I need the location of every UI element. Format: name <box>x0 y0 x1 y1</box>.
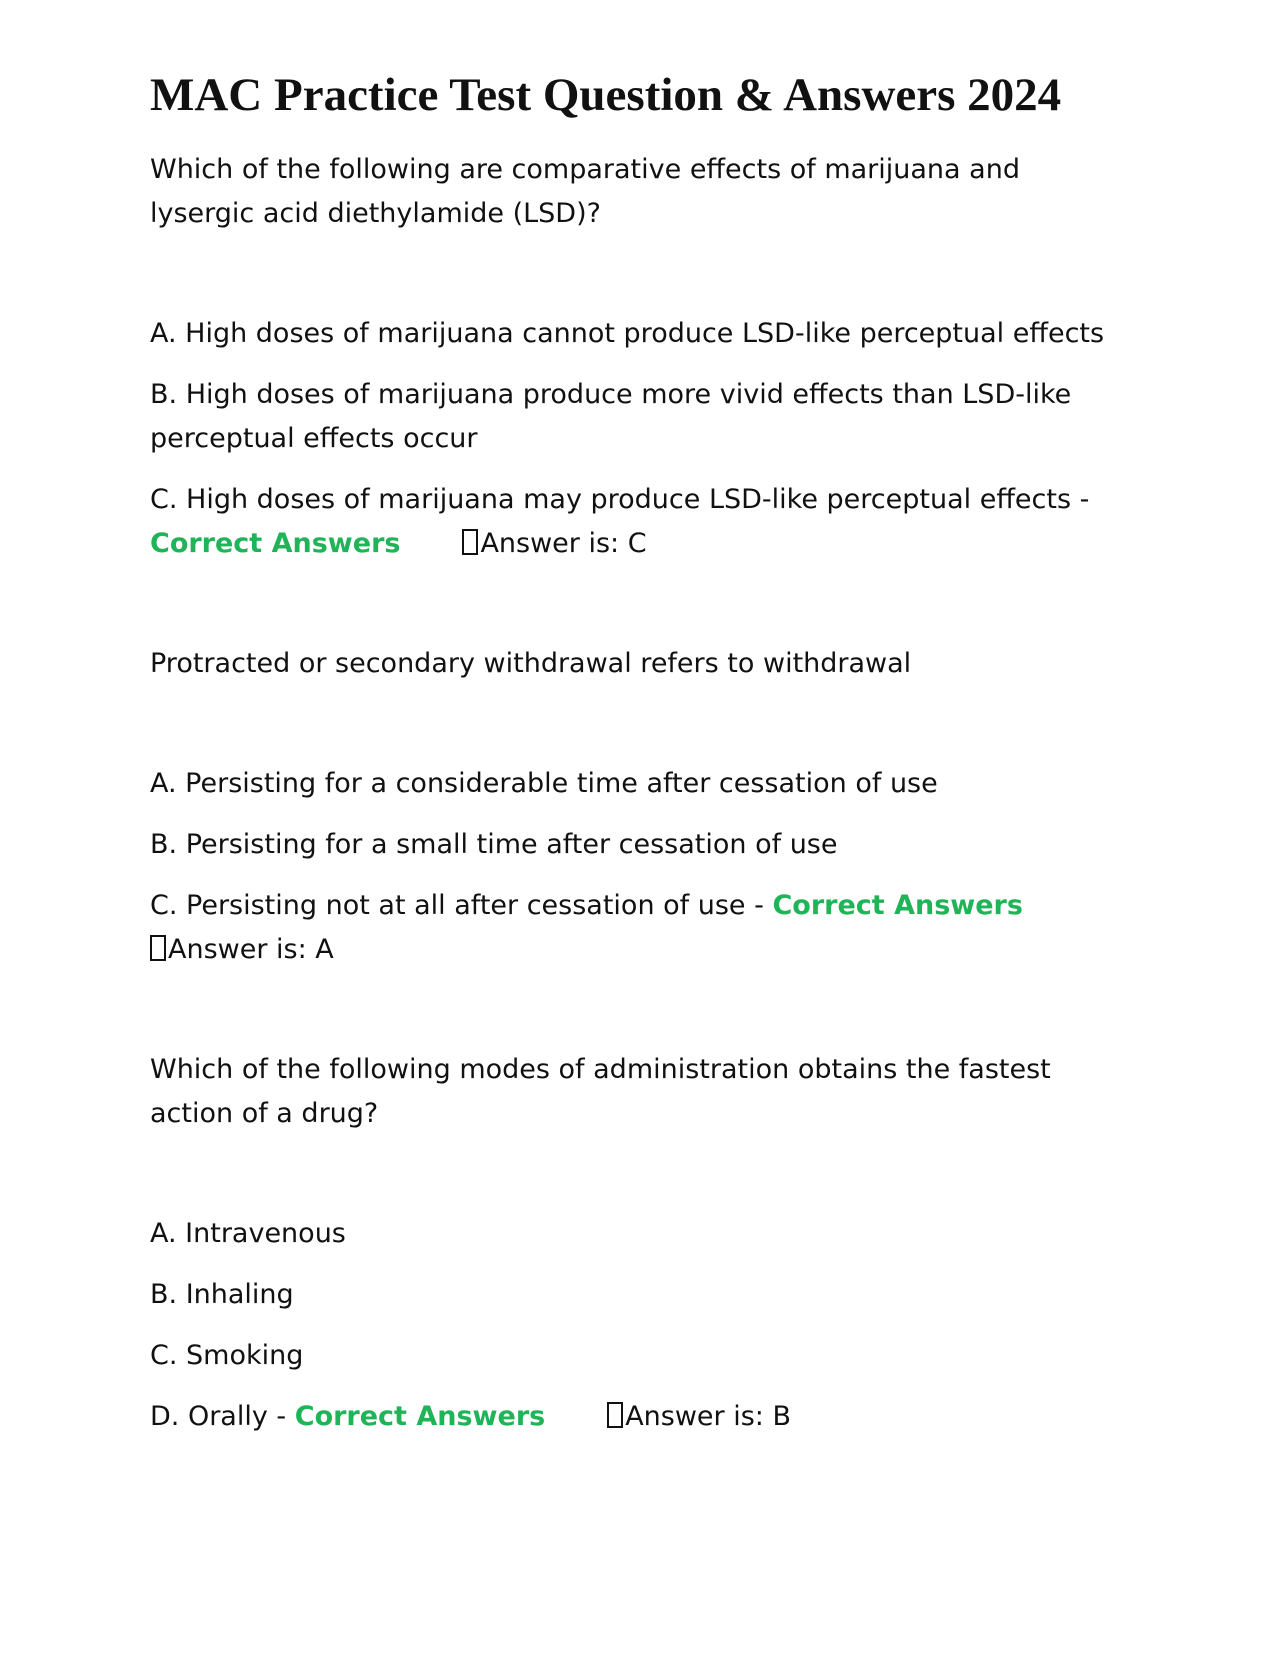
answer-option: A. High doses of marijuana cannot produce LSD-like perceptual effects <box>150 317 1105 349</box>
question-block-2 <box>150 642 1130 972</box>
correct-answers-label: Correct Answers <box>294 1400 546 1432</box>
answer-key-text: Answer is: A <box>168 933 334 965</box>
question-block-3 <box>150 1048 1130 1439</box>
correct-answers-label: Correct Answers <box>150 527 401 559</box>
missing-glyph-box-icon <box>462 529 478 555</box>
answer-option: A. Persisting for a considerable time after cessation of use <box>150 767 938 799</box>
document-page <box>150 70 1130 1456</box>
question-prompt: Protracted or secondary withdrawal refers to withdrawal <box>150 647 912 679</box>
answer-option-text: C. High doses of marijuana may produce LSD-like perceptual effects - <box>150 483 1090 515</box>
missing-glyph-box-icon <box>607 1402 623 1428</box>
correct-answers-label: Correct Answers <box>772 889 1023 921</box>
answer-option: B. Inhaling <box>150 1278 294 1310</box>
answer-option-text: C. Persisting not at all after cessation of use - <box>150 889 773 921</box>
answer-option-with-key <box>150 1395 1130 1439</box>
answer-option-with-key <box>150 478 1130 566</box>
answer-option: C. Smoking <box>150 1339 304 1371</box>
missing-glyph-box-icon <box>150 935 166 961</box>
question-block-1 <box>150 148 1130 566</box>
answer-key-text: Answer is: C <box>480 527 647 559</box>
answer-option-with-key <box>150 884 1130 972</box>
answer-option-text: D. Orally - <box>150 1400 295 1432</box>
question-prompt: Which of the following modes of administration obtains the fastest action of a drug? <box>150 1053 1051 1129</box>
answer-option: B. High doses of marijuana produce more vivid effects than LSD-like perceptual effects occur <box>150 378 1072 454</box>
answer-option: B. Persisting for a small time after cessation of use <box>150 828 838 860</box>
answer-key-text: Answer is: B <box>625 1400 791 1432</box>
question-prompt: Which of the following are comparative effects of marijuana and lysergic acid diethylamide (LSD)? <box>150 153 1020 229</box>
answer-option: A. Intravenous <box>150 1217 346 1249</box>
document-title: MAC Practice Test Question & Answers 2024 <box>150 69 1062 121</box>
